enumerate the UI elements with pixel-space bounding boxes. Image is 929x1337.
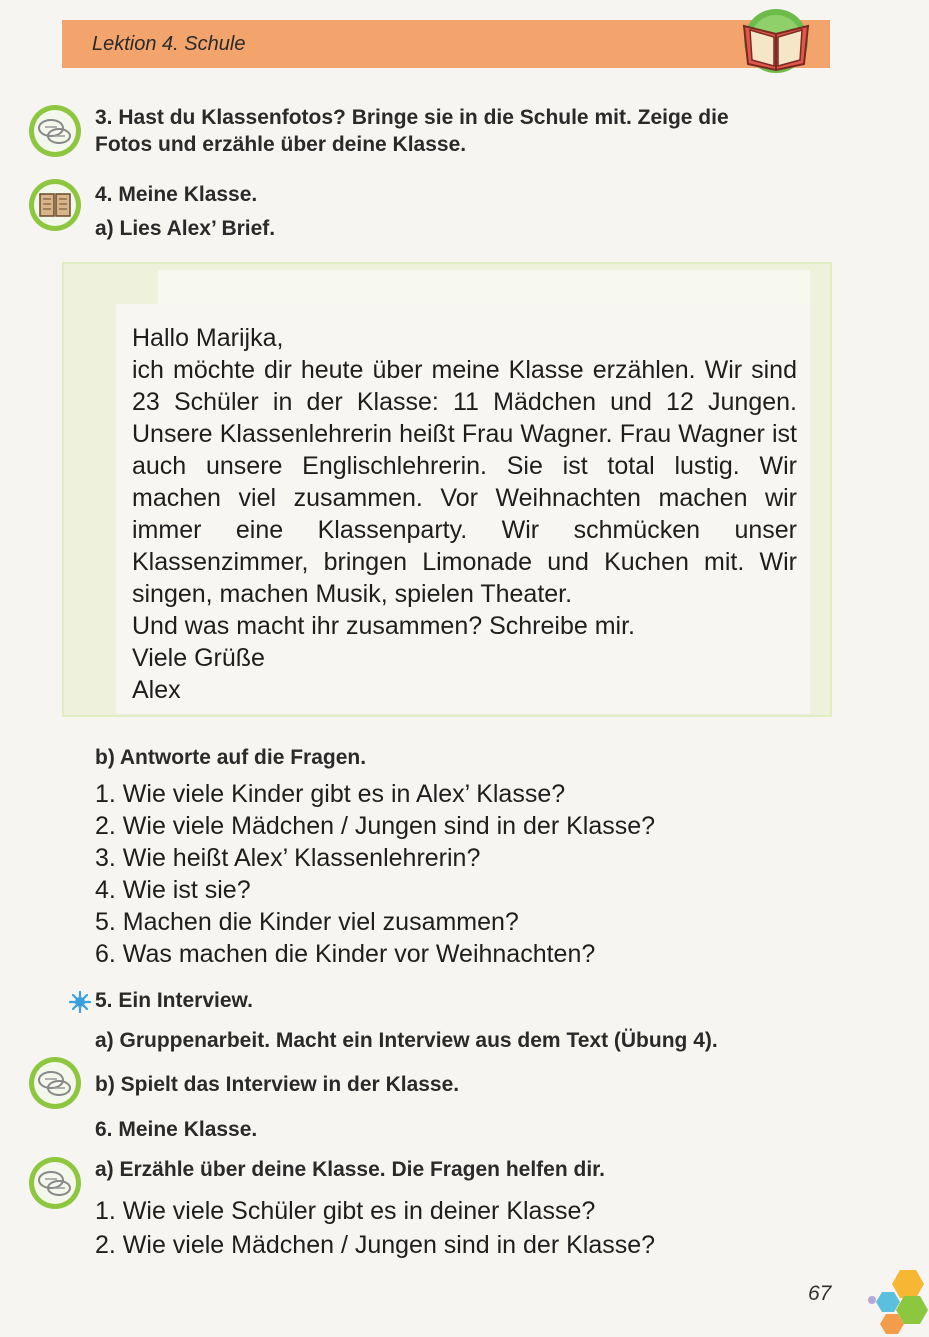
task-6-questions	[95, 1195, 655, 1261]
task-3-line-1: 3. Hast du Klassenfotos? Bringe sie in die Schule mit. Zeige die	[95, 106, 729, 129]
list-item: 1. Wie viele Kinder gibt es in Alex’ Klasse?	[95, 780, 566, 808]
task-5-sub-a: a) Gruppenarbeit. Macht ein Interview aus dem Text (Übung 4).	[95, 1029, 718, 1052]
letter-question: Und was macht ihr zusammen? Schreibe mir.	[132, 612, 635, 640]
list-item: 2. Wie viele Mädchen / Jungen sind in der Klasse?	[95, 1231, 656, 1259]
speech-bubbles-icon	[28, 104, 82, 158]
list-item: 3. Wie heißt Alex’ Klassenlehrerin?	[95, 844, 481, 872]
speech-bubbles-icon	[28, 1056, 82, 1110]
colored-hexagons-icon	[860, 1262, 929, 1337]
task-4-sub-b: b) Antworte auf die Fragen.	[95, 746, 367, 769]
letter-body: ich möchte dir heute über meine Klasse erzählen. Wir sind 23 Schüler in der Klasse: 11 Mädchen und 12 Jungen. Unsere Klassenlehrerin heißt Frau Wagner. Frau Wagner ist auch unsere Englischlehrerin. Sie ist total lustig. Wir machen viel zusammen. Vor Weihnachten machen wir immer eine Klassenparty. Wir schmücken unser Klassenzimmer, bringen Limonade und Kuchen mit. Wir singen, machen Musik, spielen Theater.	[132, 356, 797, 608]
letter-signature: Alex	[132, 676, 181, 704]
list-item: 6. Was machen die Kinder vor Weihnachten?	[95, 940, 596, 968]
letter-closing: Viele Grüße	[132, 644, 265, 672]
page-number: 67	[808, 1282, 832, 1305]
task-4-questions	[95, 778, 655, 970]
star-icon	[68, 990, 92, 1014]
open-book-icon	[738, 8, 814, 74]
task-4-sub-a: a) Lies Alex’ Brief.	[95, 217, 276, 240]
list-item: 2. Wie viele Mädchen / Jungen sind in der Klasse?	[95, 812, 656, 840]
task-6-sub-a: a) Erzähle über deine Klasse. Die Fragen helfen dir.	[95, 1158, 605, 1181]
lesson-title: Lektion 4. Schule	[92, 33, 246, 55]
letter-greeting: Hallo Marijka,	[132, 324, 284, 352]
list-item: 4. Wie ist sie?	[95, 876, 251, 904]
list-item: 5. Machen die Kinder viel zusammen?	[95, 908, 519, 936]
speech-bubbles-icon	[28, 1156, 82, 1210]
task-4-title: 4. Meine Klasse.	[95, 183, 258, 206]
task-3-line-2: Fotos und erzähle über deine Klasse.	[95, 133, 467, 156]
list-item: 1. Wie viele Schüler gibt es in deiner Klasse?	[95, 1197, 596, 1225]
task-5-title: 5. Ein Interview.	[95, 989, 253, 1012]
letter-text	[132, 322, 797, 706]
task-5-sub-b: b) Spielt das Interview in der Klasse.	[95, 1073, 460, 1096]
letter-header-strip	[158, 270, 810, 304]
task-6-title: 6. Meine Klasse.	[95, 1118, 258, 1141]
reading-book-icon	[28, 178, 82, 232]
